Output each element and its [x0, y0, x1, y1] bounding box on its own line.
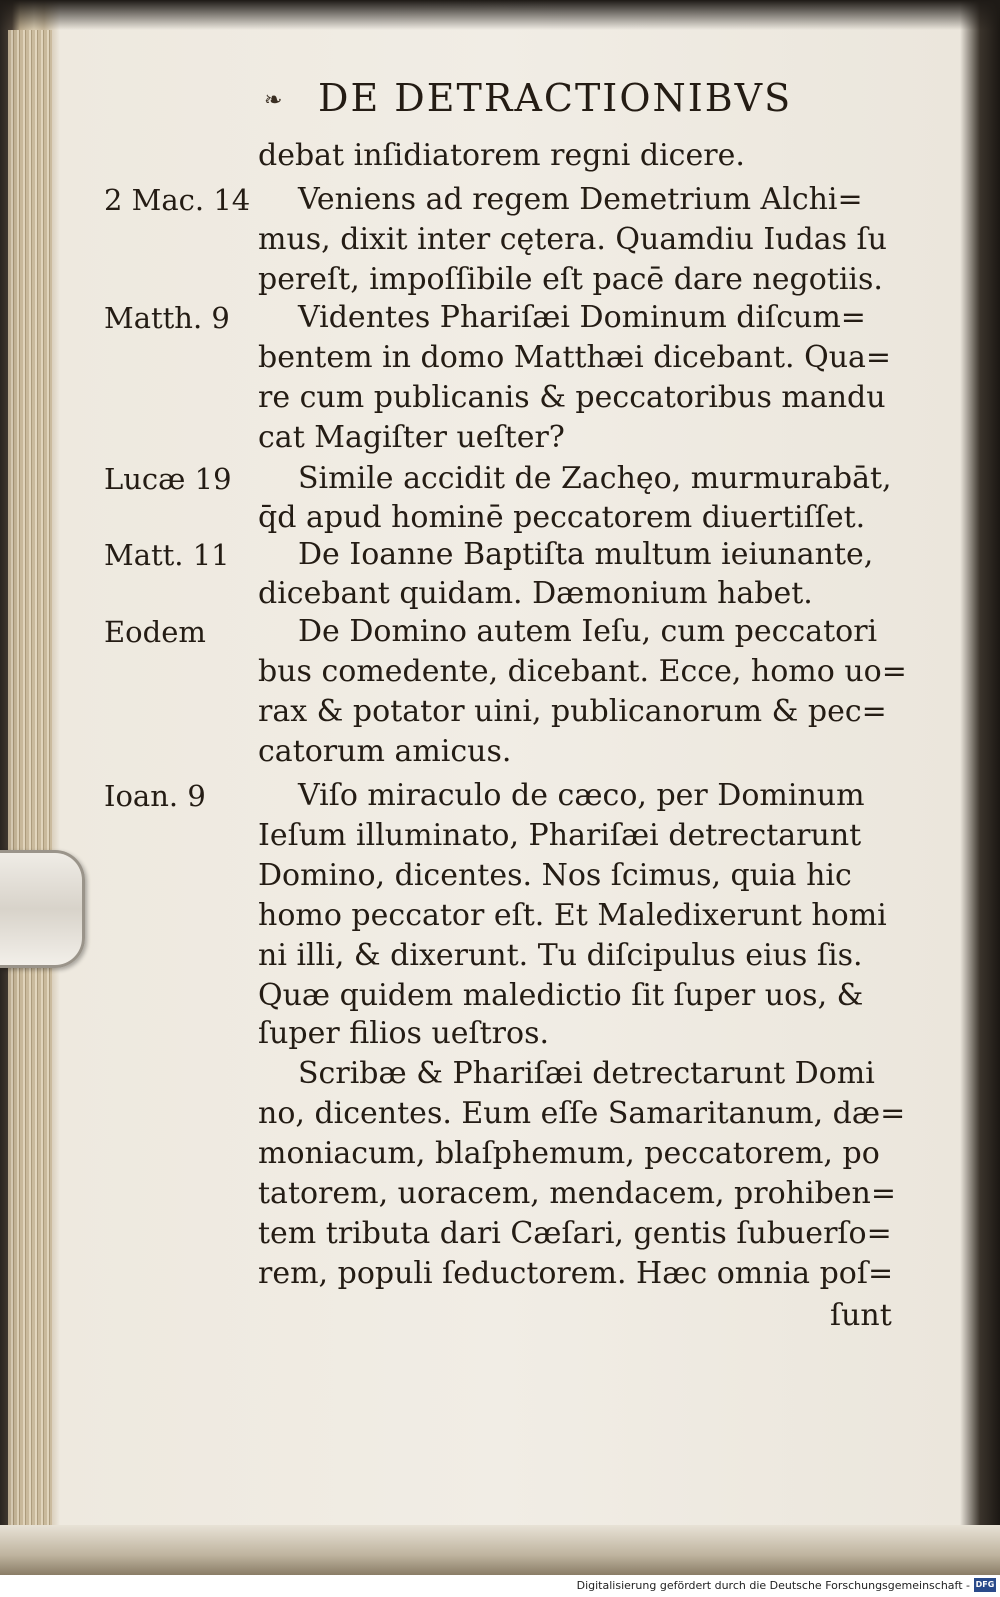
text-line: cat Magiſter ueſter? — [258, 420, 565, 455]
text-line: debat inſidiatorem regni dicere. — [258, 138, 745, 173]
text-line: moniacum, blaſphemum, peccatorem, po — [258, 1136, 880, 1171]
text-line: bus comedente, dicebant. Ecce, homo uo= — [258, 654, 907, 689]
running-head: DE DETRACTIONIBVS — [318, 76, 793, 120]
text-line: no, dicentes. Eum eſſe Samaritanum, dæ= — [258, 1096, 906, 1131]
text-line: Ieſum illuminato, Phariſæi detrectarunt — [258, 818, 862, 853]
text-line: rem, populi ſeductorem. Hæc omnia poſ= — [258, 1256, 894, 1291]
text-line: Veniens ad regem Demetrium Alchi= — [298, 182, 863, 217]
text-line: Videntes Phariſæi Dominum diſcum= — [298, 300, 866, 335]
text-line: ni illi, & dixerunt. Tu diſcipulus eius ſis. — [258, 938, 863, 973]
text-line: rax & potator uini, publicanorum & pec= — [258, 694, 887, 729]
text-line: Viſo miraculo de cæco, per Dominum — [298, 778, 865, 813]
text-line: Scribæ & Phariſæi detrectarunt Domi — [298, 1056, 875, 1091]
text-line: De Ioanne Baptiſta multum ieiunante, — [298, 537, 874, 572]
text-line: Simile accidit de Zachęo, murmurabāt, — [298, 461, 892, 496]
text-line: re cum publicanis & peccatoribus mandu — [258, 380, 886, 415]
text-line: bentem in domo Matthæi dicebant. Qua= — [258, 340, 892, 375]
text-line: Domino, dicentes. Nos ſcimus, quia hic — [258, 858, 852, 893]
footer-credit: Digitalisierung gefördert durch die Deutsche Forschungsgemeinschaft - — [576, 1579, 970, 1592]
text-line: tatorem, uoracem, mendacem, prohiben= — [258, 1176, 896, 1211]
margin-note: Matt. 11 — [104, 538, 230, 572]
text-line: homo peccator eſt. Et Maledixerunt homi — [258, 898, 887, 933]
dfg-logo-icon: DFG — [974, 1578, 996, 1592]
margin-note: Ioan. 9 — [104, 779, 206, 813]
text-line: catorum amicus. — [258, 734, 512, 769]
text-line: De Domino autem Ieſu, cum peccatori — [298, 614, 878, 649]
margin-note: Matth. 9 — [104, 301, 230, 335]
margin-note: Eodem — [104, 615, 206, 649]
text-line: mus, dixit inter cętera. Quamdiu Iudas ſu — [258, 222, 887, 257]
text-line: tem tributa dari Cæſari, gentis ſubuerſo= — [258, 1216, 892, 1251]
margin-note: Lucæ 19 — [104, 462, 232, 496]
catchword: ſunt — [830, 1298, 892, 1333]
fleuron-ornament: ❧ — [264, 88, 283, 113]
text-line: ſuper filios ueſtros. — [258, 1016, 550, 1051]
text-line: pereſt, impoſſibile eſt pacē dare negotiis. — [258, 262, 883, 297]
text-line: dicebant quidam. Dæmonium habet. — [258, 576, 813, 611]
text-line: q̄d apud hominē peccatorem diuertiſſet. — [258, 500, 866, 535]
margin-note: 2 Mac. 14 — [104, 183, 251, 217]
text-line: Quæ quidem maledictio ſit ſuper uos, & — [258, 978, 864, 1013]
